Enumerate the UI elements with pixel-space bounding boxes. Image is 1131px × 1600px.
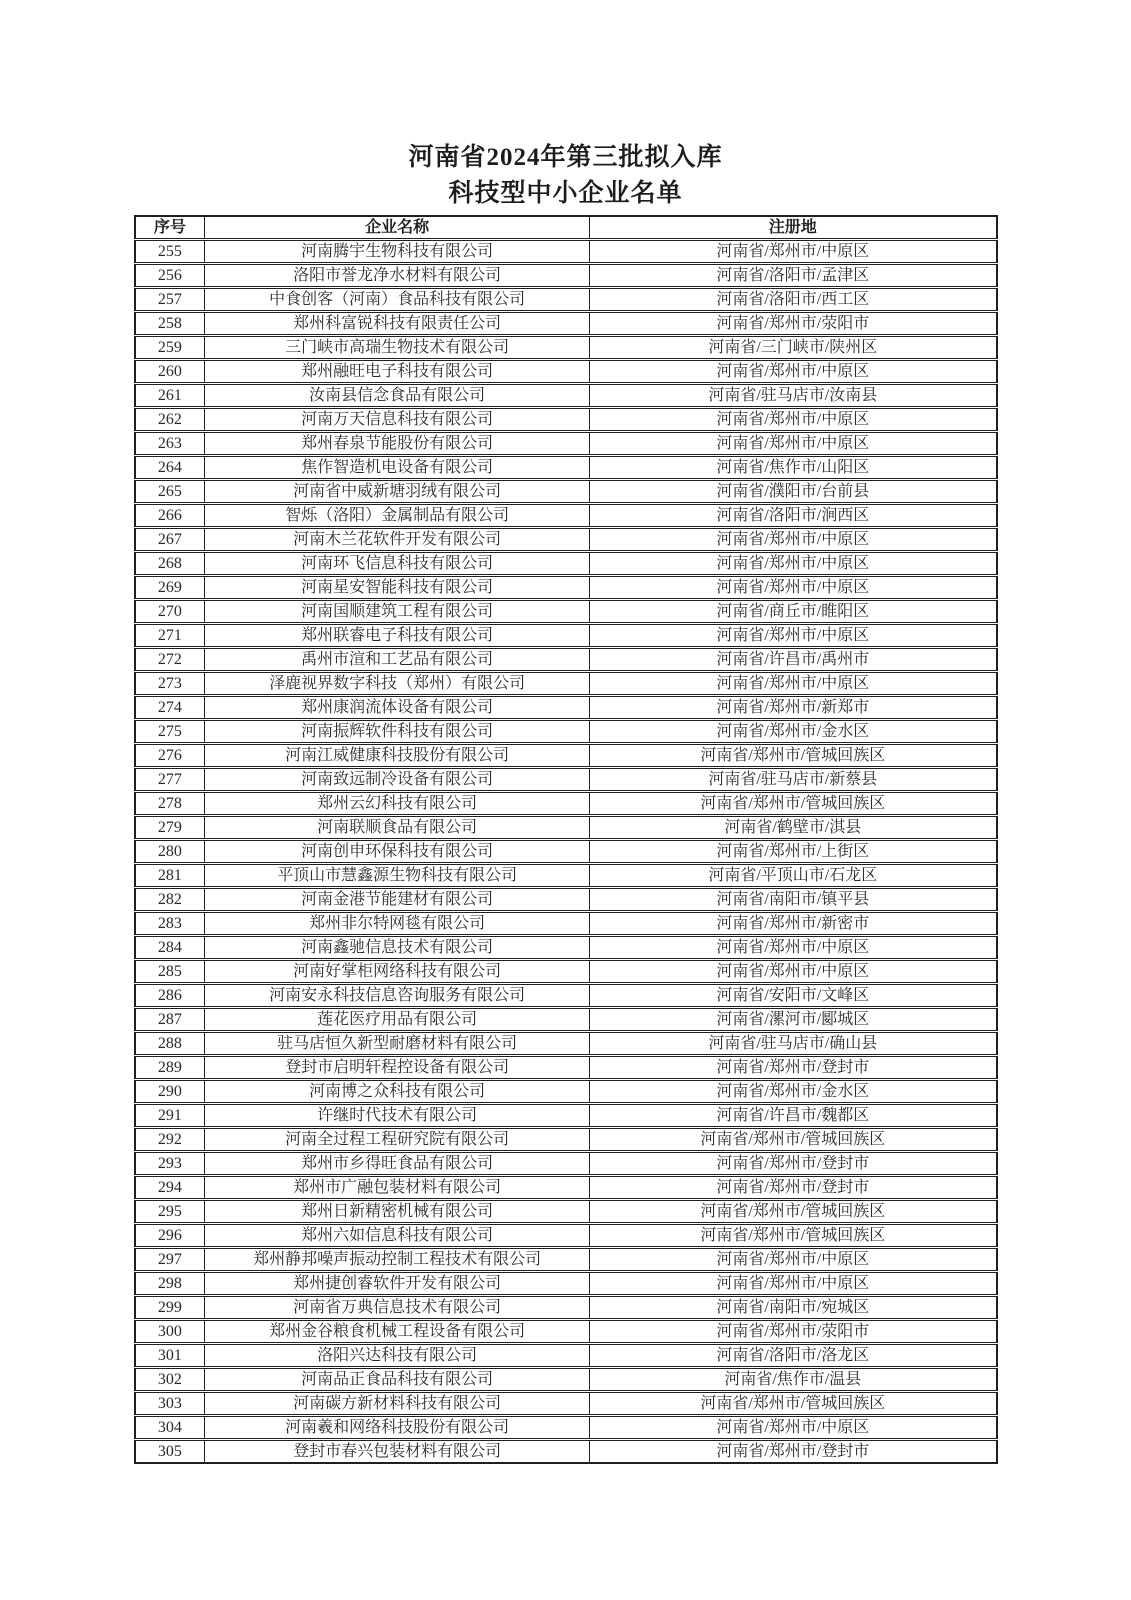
table-row: [135, 1200, 997, 1224]
table-row: [135, 672, 997, 696]
header-serial-number: 序号: [135, 216, 205, 240]
serial-number-cell: 296: [135, 1224, 205, 1248]
table-row: [135, 768, 997, 792]
registration-place-cell: 河南省/焦作市/温县: [590, 1368, 997, 1392]
company-name-cell: 郑州市乡得旺食品有限公司: [205, 1152, 590, 1176]
company-name-cell: 河南星安智能科技有限公司: [205, 576, 590, 600]
registration-place-cell: 河南省/洛阳市/涧西区: [590, 504, 997, 528]
table-row: [135, 864, 997, 888]
company-name-cell: 河南联顺食品有限公司: [205, 816, 590, 840]
registration-place-cell: 河南省/郑州市/中原区: [590, 408, 997, 432]
serial-number-cell: 285: [135, 960, 205, 984]
serial-number-cell: 289: [135, 1056, 205, 1080]
company-name-cell: 许继时代技术有限公司: [205, 1104, 590, 1128]
registration-place-cell: 河南省/南阳市/镇平县: [590, 888, 997, 912]
serial-number-cell: 269: [135, 576, 205, 600]
registration-place-cell: 河南省/驻马店市/汝南县: [590, 384, 997, 408]
table-row: [135, 792, 997, 816]
table-row: [135, 936, 997, 960]
serial-number-cell: 298: [135, 1272, 205, 1296]
company-name-cell: 郑州金谷粮食机械工程设备有限公司: [205, 1320, 590, 1344]
table-row: [135, 984, 997, 1008]
table-row: [135, 384, 997, 408]
serial-number-cell: 286: [135, 984, 205, 1008]
serial-number-cell: 294: [135, 1176, 205, 1200]
company-name-cell: 河南碳方新材料科技有限公司: [205, 1392, 590, 1416]
table-row: [135, 264, 997, 288]
company-name-cell: 郑州六如信息科技有限公司: [205, 1224, 590, 1248]
company-name-cell: 河南江威健康科技股份有限公司: [205, 744, 590, 768]
table-row: [135, 840, 997, 864]
serial-number-cell: 291: [135, 1104, 205, 1128]
company-name-cell: 郑州静邦噪声振动控制工程技术有限公司: [205, 1248, 590, 1272]
table-row: [135, 432, 997, 456]
serial-number-cell: 262: [135, 408, 205, 432]
table-row: [135, 1128, 997, 1152]
table-row: [135, 1416, 997, 1440]
table-row: [135, 1272, 997, 1296]
company-name-cell: 河南腾宇生物科技有限公司: [205, 240, 590, 264]
registration-place-cell: 河南省/洛阳市/西工区: [590, 288, 997, 312]
table-row: [135, 504, 997, 528]
serial-number-cell: 290: [135, 1080, 205, 1104]
registration-place-cell: 河南省/南阳市/宛城区: [590, 1296, 997, 1320]
table-row: [135, 1296, 997, 1320]
serial-number-cell: 276: [135, 744, 205, 768]
registration-place-cell: 河南省/驻马店市/新蔡县: [590, 768, 997, 792]
registration-place-cell: 河南省/郑州市/中原区: [590, 1416, 997, 1440]
company-name-cell: 河南振辉软件科技有限公司: [205, 720, 590, 744]
serial-number-cell: 288: [135, 1032, 205, 1056]
header-registration-place: 注册地: [590, 216, 997, 240]
serial-number-cell: 300: [135, 1320, 205, 1344]
registration-place-cell: 河南省/郑州市/中原区: [590, 672, 997, 696]
registration-place-cell: 河南省/洛阳市/孟津区: [590, 264, 997, 288]
table-row: [135, 288, 997, 312]
company-name-cell: 河南好掌柜网络科技有限公司: [205, 960, 590, 984]
company-name-cell: 三门峡市高瑞生物技术有限公司: [205, 336, 590, 360]
table-row: [135, 480, 997, 504]
table-row: [135, 888, 997, 912]
company-name-cell: 河南万天信息科技有限公司: [205, 408, 590, 432]
registration-place-cell: 河南省/郑州市/金水区: [590, 720, 997, 744]
company-name-cell: 泽鹿视界数字科技（郑州）有限公司: [205, 672, 590, 696]
company-name-cell: 郑州非尔特网毯有限公司: [205, 912, 590, 936]
document-title: [134, 140, 998, 212]
table-row: [135, 408, 997, 432]
serial-number-cell: 284: [135, 936, 205, 960]
table-row: [135, 1080, 997, 1104]
company-name-cell: 河南木兰花软件开发有限公司: [205, 528, 590, 552]
document-title-line1: 河南省2024年第三批拟入库: [408, 144, 723, 171]
serial-number-cell: 273: [135, 672, 205, 696]
registration-place-cell: 河南省/郑州市/登封市: [590, 1176, 997, 1200]
registration-place-cell: 河南省/郑州市/中原区: [590, 624, 997, 648]
serial-number-cell: 261: [135, 384, 205, 408]
serial-number-cell: 281: [135, 864, 205, 888]
company-name-cell: 河南鑫驰信息技术有限公司: [205, 936, 590, 960]
company-name-cell: 中食创客（河南）食品科技有限公司: [205, 288, 590, 312]
table-row: [135, 360, 997, 384]
company-table-body: [135, 240, 997, 1464]
company-name-cell: 郑州春泉节能股份有限公司: [205, 432, 590, 456]
registration-place-cell: 河南省/郑州市/管城回族区: [590, 792, 997, 816]
serial-number-cell: 295: [135, 1200, 205, 1224]
registration-place-cell: 河南省/郑州市/管城回族区: [590, 1200, 997, 1224]
serial-number-cell: 301: [135, 1344, 205, 1368]
header-company-name: 企业名称: [205, 216, 590, 240]
company-name-cell: 河南金港节能建材有限公司: [205, 888, 590, 912]
serial-number-cell: 280: [135, 840, 205, 864]
company-name-cell: 登封市春兴包装材料有限公司: [205, 1440, 590, 1464]
company-name-cell: 河南博之众科技有限公司: [205, 1080, 590, 1104]
serial-number-cell: 256: [135, 264, 205, 288]
serial-number-cell: 278: [135, 792, 205, 816]
registration-place-cell: 河南省/焦作市/山阳区: [590, 456, 997, 480]
serial-number-cell: 277: [135, 768, 205, 792]
company-table: [134, 215, 998, 1464]
serial-number-cell: 258: [135, 312, 205, 336]
serial-number-cell: 274: [135, 696, 205, 720]
registration-place-cell: 河南省/郑州市/中原区: [590, 528, 997, 552]
serial-number-cell: 266: [135, 504, 205, 528]
serial-number-cell: 303: [135, 1392, 205, 1416]
table-row: [135, 1152, 997, 1176]
registration-place-cell: 河南省/郑州市/登封市: [590, 1152, 997, 1176]
serial-number-cell: 292: [135, 1128, 205, 1152]
table-row: [135, 912, 997, 936]
serial-number-cell: 302: [135, 1368, 205, 1392]
table-row: [135, 1320, 997, 1344]
registration-place-cell: 河南省/驻马店市/确山县: [590, 1032, 997, 1056]
company-name-cell: 郑州联睿电子科技有限公司: [205, 624, 590, 648]
registration-place-cell: 河南省/郑州市/管城回族区: [590, 1128, 997, 1152]
registration-place-cell: 河南省/郑州市/中原区: [590, 360, 997, 384]
table-row: [135, 312, 997, 336]
table-row: [135, 528, 997, 552]
company-name-cell: 智烁（洛阳）金属制品有限公司: [205, 504, 590, 528]
table-row: [135, 1368, 997, 1392]
company-name-cell: 郑州融旺电子科技有限公司: [205, 360, 590, 384]
company-name-cell: 驻马店恒久新型耐磨材料有限公司: [205, 1032, 590, 1056]
table-row: [135, 1056, 997, 1080]
table-row: [135, 960, 997, 984]
serial-number-cell: 305: [135, 1440, 205, 1464]
table-row: [135, 1248, 997, 1272]
table-row: [135, 1392, 997, 1416]
serial-number-cell: 259: [135, 336, 205, 360]
registration-place-cell: 河南省/郑州市/新密市: [590, 912, 997, 936]
registration-place-cell: 河南省/郑州市/中原区: [590, 960, 997, 984]
company-name-cell: 郑州捷创睿软件开发有限公司: [205, 1272, 590, 1296]
registration-place-cell: 河南省/洛阳市/洛龙区: [590, 1344, 997, 1368]
company-name-cell: 洛阳兴达科技有限公司: [205, 1344, 590, 1368]
company-name-cell: 汝南县信念食品有限公司: [205, 384, 590, 408]
registration-place-cell: 河南省/郑州市/管城回族区: [590, 1224, 997, 1248]
company-name-cell: 莲花医疗用品有限公司: [205, 1008, 590, 1032]
table-row: [135, 744, 997, 768]
company-name-cell: 平顶山市慧鑫源生物科技有限公司: [205, 864, 590, 888]
serial-number-cell: 279: [135, 816, 205, 840]
table-row: [135, 456, 997, 480]
company-name-cell: 郑州云幻科技有限公司: [205, 792, 590, 816]
registration-place-cell: 河南省/许昌市/禹州市: [590, 648, 997, 672]
table-row: [135, 336, 997, 360]
serial-number-cell: 293: [135, 1152, 205, 1176]
table-row: [135, 1176, 997, 1200]
registration-place-cell: 河南省/郑州市/中原区: [590, 1248, 997, 1272]
serial-number-cell: 287: [135, 1008, 205, 1032]
serial-number-cell: 260: [135, 360, 205, 384]
company-name-cell: 洛阳市誉龙净水材料有限公司: [205, 264, 590, 288]
registration-place-cell: 河南省/漯河市/郾城区: [590, 1008, 997, 1032]
company-name-cell: 河南省万典信息技术有限公司: [205, 1296, 590, 1320]
serial-number-cell: 257: [135, 288, 205, 312]
table-row: [135, 648, 997, 672]
company-name-cell: 登封市启明轩程控设备有限公司: [205, 1056, 590, 1080]
document-title-line2: 科技型中小企业名单: [448, 180, 683, 207]
registration-place-cell: 河南省/郑州市/上街区: [590, 840, 997, 864]
serial-number-cell: 271: [135, 624, 205, 648]
registration-place-cell: 河南省/郑州市/中原区: [590, 936, 997, 960]
table-row: [135, 576, 997, 600]
registration-place-cell: 河南省/商丘市/睢阳区: [590, 600, 997, 624]
serial-number-cell: 282: [135, 888, 205, 912]
table-row: [135, 816, 997, 840]
registration-place-cell: 河南省/安阳市/文峰区: [590, 984, 997, 1008]
registration-place-cell: 河南省/郑州市/管城回族区: [590, 1392, 997, 1416]
serial-number-cell: 263: [135, 432, 205, 456]
registration-place-cell: 河南省/郑州市/中原区: [590, 1272, 997, 1296]
company-name-cell: 郑州康润流体设备有限公司: [205, 696, 590, 720]
serial-number-cell: 283: [135, 912, 205, 936]
serial-number-cell: 299: [135, 1296, 205, 1320]
company-name-cell: 焦作智造机电设备有限公司: [205, 456, 590, 480]
serial-number-cell: 264: [135, 456, 205, 480]
company-name-cell: 郑州市广融包装材料有限公司: [205, 1176, 590, 1200]
registration-place-cell: 河南省/鹤壁市/淇县: [590, 816, 997, 840]
company-name-cell: 郑州科富锐科技有限责任公司: [205, 312, 590, 336]
table-row: [135, 1440, 997, 1464]
registration-place-cell: 河南省/郑州市/中原区: [590, 576, 997, 600]
company-name-cell: 郑州日新精密机械有限公司: [205, 1200, 590, 1224]
company-name-cell: 禹州市渲和工艺品有限公司: [205, 648, 590, 672]
registration-place-cell: 河南省/平顶山市/石龙区: [590, 864, 997, 888]
table-row: [135, 1104, 997, 1128]
company-name-cell: 河南省中威新塘羽绒有限公司: [205, 480, 590, 504]
company-name-cell: 河南安永科技信息咨询服务有限公司: [205, 984, 590, 1008]
registration-place-cell: 河南省/三门峡市/陕州区: [590, 336, 997, 360]
company-name-cell: 河南创申环保科技有限公司: [205, 840, 590, 864]
table-row: [135, 1008, 997, 1032]
registration-place-cell: 河南省/许昌市/魏都区: [590, 1104, 997, 1128]
registration-place-cell: 河南省/郑州市/管城回族区: [590, 744, 997, 768]
serial-number-cell: 265: [135, 480, 205, 504]
table-row: [135, 720, 997, 744]
serial-number-cell: 267: [135, 528, 205, 552]
table-row: [135, 1224, 997, 1248]
company-name-cell: 河南羲和网络科技股份有限公司: [205, 1416, 590, 1440]
company-name-cell: 河南全过程工程研究院有限公司: [205, 1128, 590, 1152]
registration-place-cell: 河南省/郑州市/中原区: [590, 552, 997, 576]
company-table-header: [135, 216, 997, 240]
table-row: [135, 1344, 997, 1368]
company-name-cell: 河南致远制冷设备有限公司: [205, 768, 590, 792]
registration-place-cell: 河南省/郑州市/荥阳市: [590, 1320, 997, 1344]
document-content: [134, 0, 998, 1464]
company-name-cell: 河南品正食品科技有限公司: [205, 1368, 590, 1392]
serial-number-cell: 270: [135, 600, 205, 624]
registration-place-cell: 河南省/郑州市/新郑市: [590, 696, 997, 720]
table-row: [135, 696, 997, 720]
serial-number-cell: 275: [135, 720, 205, 744]
table-row: [135, 624, 997, 648]
table-row: [135, 552, 997, 576]
company-name-cell: 河南国顺建筑工程有限公司: [205, 600, 590, 624]
company-name-cell: 河南环飞信息科技有限公司: [205, 552, 590, 576]
registration-place-cell: 河南省/郑州市/金水区: [590, 1080, 997, 1104]
registration-place-cell: 河南省/郑州市/中原区: [590, 432, 997, 456]
serial-number-cell: 255: [135, 240, 205, 264]
serial-number-cell: 304: [135, 1416, 205, 1440]
serial-number-cell: 297: [135, 1248, 205, 1272]
registration-place-cell: 河南省/郑州市/登封市: [590, 1056, 997, 1080]
table-row: [135, 240, 997, 264]
table-row: [135, 600, 997, 624]
serial-number-cell: 272: [135, 648, 205, 672]
registration-place-cell: 河南省/郑州市/荥阳市: [590, 312, 997, 336]
serial-number-cell: 268: [135, 552, 205, 576]
registration-place-cell: 河南省/濮阳市/台前县: [590, 480, 997, 504]
header-row: [135, 216, 997, 240]
registration-place-cell: 河南省/郑州市/中原区: [590, 240, 997, 264]
table-row: [135, 1032, 997, 1056]
registration-place-cell: 河南省/郑州市/登封市: [590, 1440, 997, 1464]
